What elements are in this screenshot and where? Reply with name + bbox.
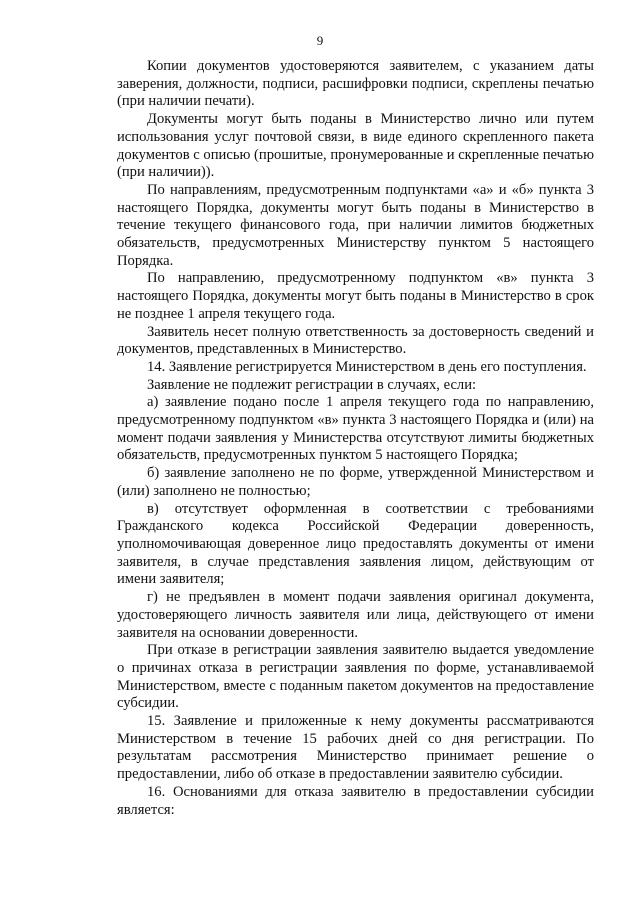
paragraph-clause-16: 16. Основаниями для отказа заявителю в предоставлении субсидии является:: [117, 783, 594, 818]
paragraph-submission-v: По направлению, предусмотренному подпунктом «в» пункта 3 настоящего Порядка, документы могут быть поданы в Министерство в срок не позднее 1 апреля текущего года.: [117, 270, 594, 322]
paragraph-submission-ab: По направлениям, предусмотренным подпунктами «а» и «б» пункта 3 настоящего Порядка, документы могут быть поданы в Министерство в течение текущего финансового года, при наличии лимитов бюджетных обязательств, предусмотренных Министерству пунктом 5 настоящего Порядка.: [117, 181, 594, 269]
paragraph-responsibility: Заявитель несет полную ответственность за достоверность сведений и документов, представленных в Министерство.: [117, 323, 594, 358]
paragraph-clause-15: 15. Заявление и приложенные к нему документы рассматриваются Министерством в течение 15 рабочих дней со дня регистрации. По результатам рассмотрения Министерство принимает решение о предоставлении, либо об отказе в предоставлении заявителю субсидии.: [117, 713, 594, 783]
list-item-g: г) не предъявлен в момент подачи заявления оригинал документа, удостоверяющего личность заявителя или лица, действующего от имени заявителя на основании доверенности.: [117, 589, 594, 641]
paragraph-clause-14: 14. Заявление регистрируется Министерством в день его поступления.: [147, 358, 587, 375]
paragraph-copies-certification: Копии документов удостоверяются заявителем, с указанием даты заверения, должности, подписи, расшифровки подписи, скреплены печатью (при наличии печати).: [117, 58, 594, 110]
paragraph-refusal-notice: При отказе в регистрации заявления заявителю выдается уведомление о причинах отказа в регистрации заявления по форме, устанавливаемой Министерством, вместе с поданным пакетом документов на предоставление субсидии.: [117, 642, 594, 712]
paragraph-submission-method: Документы могут быть поданы в Министерство лично или путем использования услуг почтовой связи, в виде единого скрепленного пакета документов с описью (прошитые, пронумерованные и скрепленные печатью (при наличии)).: [117, 111, 594, 181]
paragraph-not-registered: Заявление не подлежит регистрации в случаях, если:: [147, 376, 477, 393]
page-number: 9: [316, 33, 324, 48]
document-body: [117, 58, 594, 819]
list-item-v: в) отсутствует оформленная в соответствии с требованиями Гражданского кодекса Российской Федерации доверенность, уполномочивающая доверенное лицо предоставлять документы от имени заявителя, в случае представления заявления лицом, действующим от имени заявителя;: [117, 500, 594, 588]
list-item-b: б) заявление заполнено не по форме, утвержденной Министерством и (или) заполнено не полностью;: [117, 465, 594, 499]
list-item-a: а) заявление подано после 1 апреля текущего года по направлению, предусмотренному подпунктом «в» пункта 3 настоящего Порядка и (или) на момент подачи заявления у Министерства отсутствуют лимиты бюджетных обязательств, предусмотренных пунктом 5 настоящего Порядка;: [117, 394, 594, 464]
